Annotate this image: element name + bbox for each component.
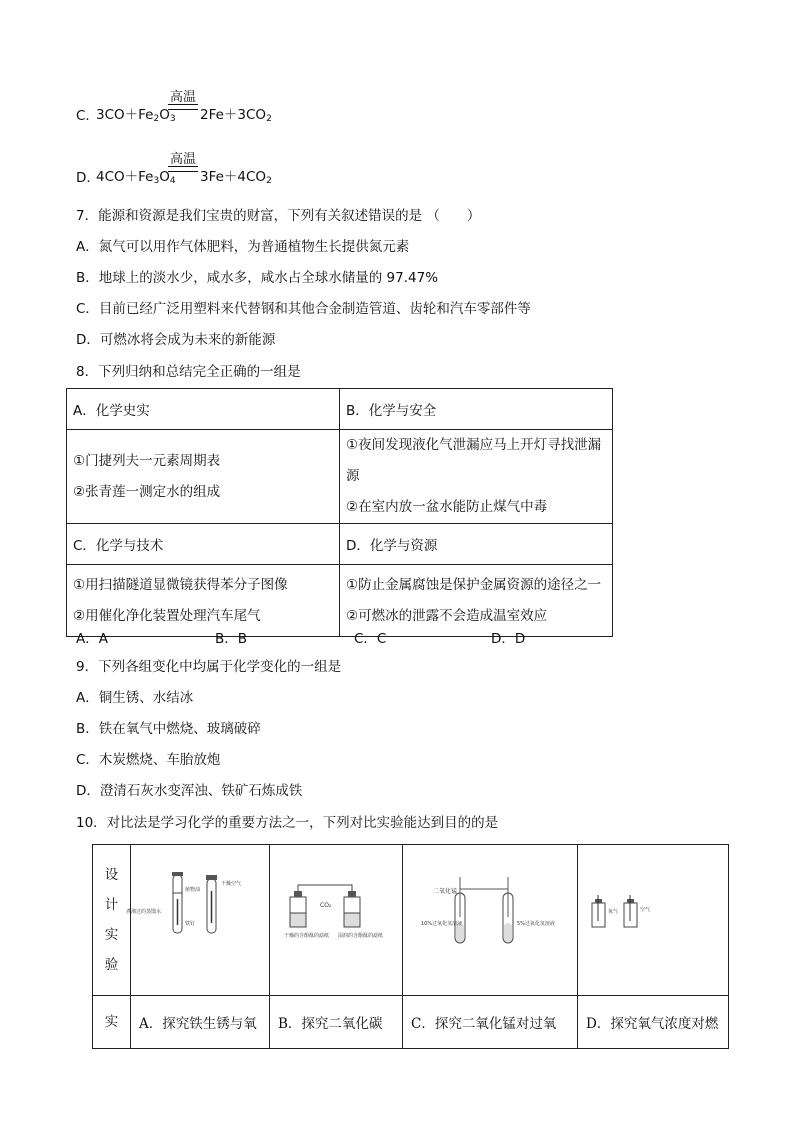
q9-option-c: C．木炭燃烧、车胎放炮 <box>76 752 221 768</box>
reaction-condition: 高温 <box>169 90 196 105</box>
cell-d-body: ①防止金属腐蚀是保护金属资源的途径之一 ②可燃冰的泄露不会造成温室效应 <box>340 565 613 637</box>
svg-text:煮沸过的蒸馏水: 煮沸过的蒸馏水 <box>125 909 161 915</box>
option-label: D． <box>76 170 100 186</box>
q7-option-c: C．目前已经广泛用塑料来代替钢和其他合金制造管道、齿轮和汽车零部件等 <box>76 301 531 317</box>
q9-option-a: A．铜生锈、水结冰 <box>76 690 194 706</box>
q8-answer-c: C．C <box>354 631 387 647</box>
cell-b-body: ①夜间发现液化气泄漏应马上开灯寻找泄漏源 ②在室内放一盆水能防止煤气中毒 <box>340 430 613 524</box>
q7-stem: 7．能源和资源是我们宝贵的财富，下列有关叙述错误的是 （ ） <box>76 208 481 224</box>
svg-text:植物油: 植物油 <box>185 887 201 893</box>
q8-answer-b: B．B <box>215 631 248 647</box>
co2-apparatus-diagram <box>270 845 402 991</box>
experiment-b-diagram <box>270 845 403 996</box>
svg-text:5%过氧化氢溶液: 5%过氧化氢溶液 <box>517 921 555 927</box>
q8-table <box>66 388 613 637</box>
cell-b-title: B．化学与安全 <box>340 389 613 430</box>
q8-stem: 8．下列归纳和总结完全正确的一组是 <box>76 364 301 380</box>
q9-stem: 9．下列各组变化中均属于化学变化的一组是 <box>76 659 342 675</box>
option-label: C． <box>76 108 99 124</box>
experiment-c-diagram <box>403 845 578 996</box>
cell-c-body: ①用扫描隧道显微镜获得苯分子图像 ②用催化净化装置处理汽车尾气 <box>67 565 340 637</box>
reaction-condition: 高温 <box>169 152 196 167</box>
q10-table <box>92 844 729 1049</box>
svg-text:湿润的含酚酞的滤纸: 湿润的含酚酞的滤纸 <box>338 933 384 939</box>
equals-sign <box>168 104 198 110</box>
svg-text:氧气: 氧气 <box>608 909 619 915</box>
equation-left: $3CO+Fe_2O_3$ <box>96 107 176 124</box>
svg-text:铁钉: 铁钉 <box>185 921 196 927</box>
svg-text:空气: 空气 <box>640 907 651 913</box>
cell-a-title: A．化学史实 <box>67 389 340 430</box>
iron-rust-apparatus-diagram <box>125 845 269 991</box>
q10-stem: 10．对比法是学习化学的重要方法之一，下列对比实验能达到目的的是 <box>76 815 499 831</box>
q9-option-b: B．铁在氧气中燃烧、玻璃破碎 <box>76 721 261 737</box>
cell-a-body: ①门捷列夫一元素周期表 ②张青莲一测定水的组成 <box>67 430 340 524</box>
experiment-a-diagram <box>125 845 270 996</box>
svg-text:10%过氧化氢溶液: 10%过氧化氢溶液 <box>421 921 463 927</box>
caption-a: A．探究铁生锈与氧 <box>131 996 270 1049</box>
mno2-apparatus-diagram <box>403 845 577 991</box>
q7-option-d: D．可燃冰将会成为未来的新能源 <box>76 332 276 348</box>
cell-c-title: C．化学与技术 <box>67 524 340 565</box>
q7-option-b: B．地球上的淡水少，咸水多，咸水占全球水储量的 97.47% <box>76 270 439 286</box>
svg-text:干燥的含酚酞的滤纸: 干燥的含酚酞的滤纸 <box>284 933 330 939</box>
side-label-purpose: 实 <box>93 996 131 1049</box>
q7-option-a: A．氮气可以用作气体肥料，为普通植物生长提供氮元素 <box>76 239 410 255</box>
equation-left: $4CO+Fe_3O_4$ <box>96 169 176 186</box>
svg-text:干燥空气: 干燥空气 <box>221 881 242 887</box>
q8-answer-d: D．D <box>491 631 526 647</box>
cell-d-title: D．化学与资源 <box>340 524 613 565</box>
svg-text:二氧化锰: 二氧化锰 <box>433 888 458 895</box>
equals-sign <box>168 166 198 172</box>
oxygen-combustion-apparatus-diagram <box>578 845 728 991</box>
equation-right: $3Fe+4CO_2$ <box>200 169 272 186</box>
svg-text:CO₂: CO₂ <box>320 902 332 909</box>
side-label-design: 设 计 实 验 <box>93 845 131 996</box>
q8-answer-a: A．A <box>76 631 108 647</box>
caption-d: D．探究氧气浓度对燃 <box>578 996 729 1049</box>
caption-c: C．探究二氧化锰对过氧 <box>403 996 578 1049</box>
caption-b: B．探究二氧化碳 <box>270 996 403 1049</box>
equation-right: $2Fe+3CO_2$ <box>200 107 272 124</box>
q9-option-d: D．澄清石灰水变浑浊、铁矿石炼成铁 <box>76 783 303 799</box>
experiment-d-diagram <box>578 845 729 996</box>
